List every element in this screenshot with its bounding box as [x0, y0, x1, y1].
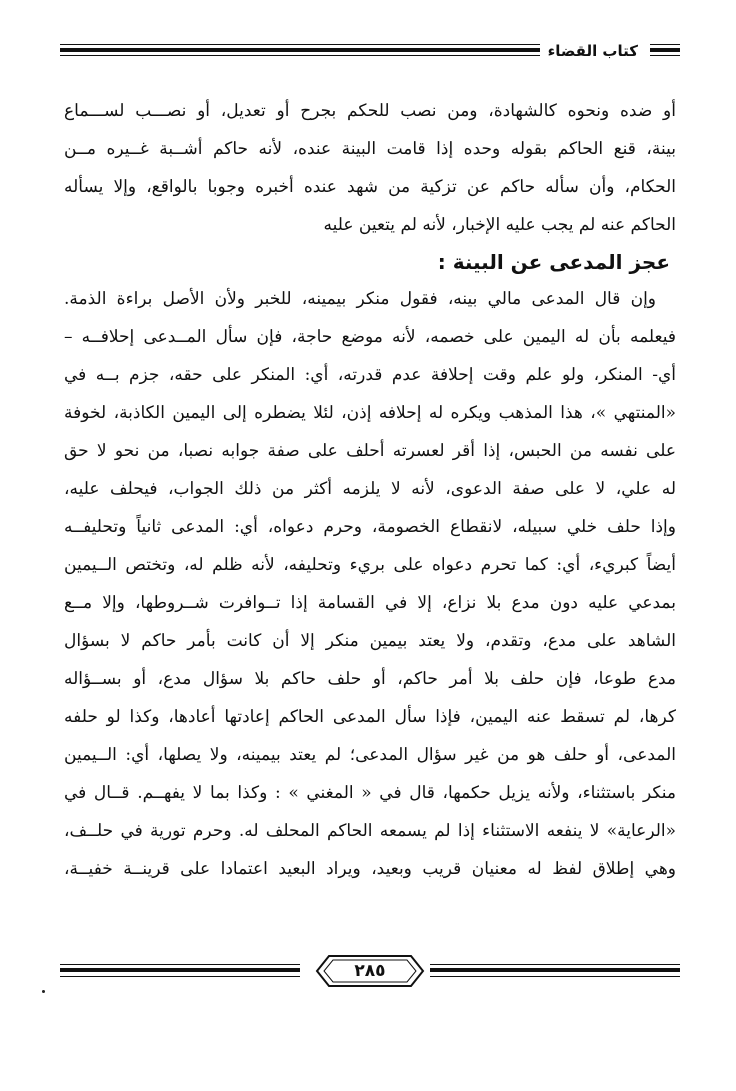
text-line: أو ضده ونحوه كالشهادة، ومن نصب للحكم بجرح أو تعديل، أو نصـــب لســـماع	[64, 101, 676, 121]
text-line: المدعى، أو حلف هو من غير سؤال المدعى؛ لم يعتد بيمينه، ولا يصلها، أي: الــيمين	[64, 745, 676, 765]
section-heading: عجز المدعى عن البينة :	[437, 250, 670, 274]
footer-rule-right-top	[430, 964, 680, 965]
text-line: وإذا حلف خلي سبيله، لانقطاع الخصومة، وحرم دعواه، أي: المدعى ثانياً وتحليفــه	[64, 517, 676, 537]
header-rule-right	[650, 48, 680, 52]
book-title: كتاب القضاء	[542, 41, 644, 61]
header-rule-right-top	[650, 44, 680, 45]
text-line: كرها، لم تسقط عنه اليمين، فإذا سأل المدعى الحاكم إعادتها أعادها، وكذا لو حلفه	[64, 707, 676, 727]
text-line: على نفسه من الحبس، إذا أقر لعسرته أحلف على صفة جوابه نصبا، من نحو لا حق	[64, 441, 676, 461]
footer-rule-right-bottom	[430, 976, 680, 977]
footer-rule-left	[60, 968, 300, 972]
text-line: له علي، لا على صفة الدعوى، لأنه لا يلزمه أكثر من ذلك الجواب، فيحلف عليه،	[64, 479, 676, 499]
page-body	[64, 92, 676, 888]
text-line: «المنتهي »، هذا المذهب ويكره له إحلافه إذن، لئلا يضطره إلى اليمين الكاذبة، لخوفة	[64, 403, 676, 423]
footer-rule-right	[430, 968, 680, 972]
header-rule-left-top	[60, 44, 540, 45]
page-number: ٢٨٥	[354, 961, 386, 981]
page-number-frame	[315, 954, 425, 988]
text-line: وهي إطلاق لفظ له معنيان قريب وبعيد، ويراد البعيد اعتمادا على قرينــة خفيــة،	[64, 859, 676, 879]
text-line: مدع طوعا، فإن حلف بلا أمر حاكم، أو حلف حاكم بلا سؤال مدع، أو بســؤاله	[64, 669, 676, 689]
text-line: فيعلمه بأن له اليمين على خصمه، لأنه موضع حاجة، فإن سأل المــدعى إحلافــه –	[64, 327, 676, 347]
text-line: أيضاً كبريء، أي: كما تحرم دعواه على بريء وتحليفه، لأنه ظلم له، وتختص الــيمين	[64, 555, 676, 575]
text-line: أي- المنكر، ولو علم وقت إحلافة عدم قدرته، أي: المنكر على حقه، جزم بــه في	[64, 365, 676, 385]
page-footer	[60, 952, 680, 992]
running-header	[60, 40, 680, 64]
text-line: بينة، قنع الحاكم بقوله وحده إذا قامت البينة عنده، لأنه حاكم أشــبة غــيره مــن	[64, 139, 676, 159]
print-speck	[42, 990, 45, 993]
text-line: بمدعي عليه دون مدع بلا نزاع، إلا في القسامة إذا تــوافرت شــروطها، وإلا مــع	[64, 593, 676, 613]
footer-rule-left-top	[60, 964, 300, 965]
text-line: الحكام، وأن سأله حاكم عن تزكية من شهد عنده أخبره وجوبا بالواقع، وإلا يسأله	[64, 177, 676, 197]
text-line: «الرعاية» لا ينفعه الاستثناء إذا لم يسمعه الحاكم المحلف له. وحرم تورية في حلــف،	[64, 821, 676, 841]
header-rule-right-bottom	[650, 55, 680, 56]
text-line: منكر باستثناء، ولأنه يزيل حكمها، قال في « المغني » : وكذا بما لا يفهــم. قــال في	[64, 783, 676, 803]
header-rule-left	[60, 48, 540, 52]
footer-rule-left-bottom	[60, 976, 300, 977]
text-line: الشاهد على مدع، وتقدم، ولا يعتد بيمين منكر إلا أن كانت بأمر حاكم لا بسؤال	[64, 631, 676, 651]
header-rule-left-bottom	[60, 55, 540, 56]
text-line: وإن قال المدعى مالي بينه، فقول منكر بيمينه، للخبر ولأن الأصل براءة الذمة.	[64, 289, 656, 309]
text-line: الحاكم عنه لم يجب عليه الإخبار، لأنه لم يتعين عليه	[323, 215, 676, 235]
